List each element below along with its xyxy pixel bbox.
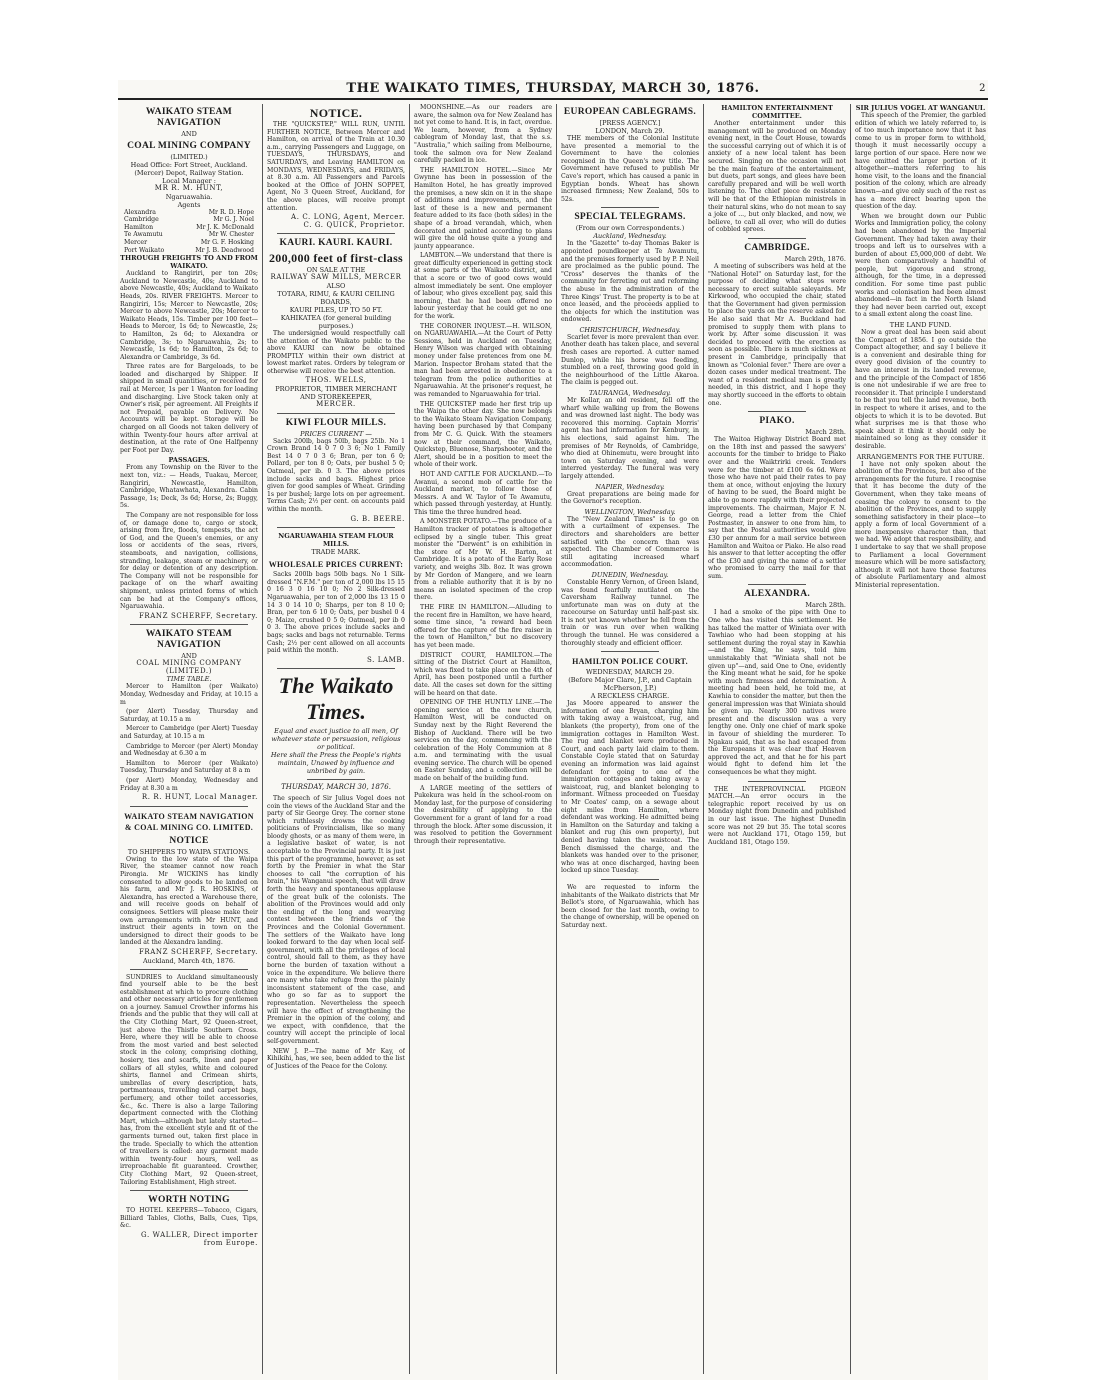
special-head: SPECIAL TELEGRAMS. — [574, 212, 686, 223]
column-5 — [708, 104, 846, 1374]
bottom-notice: NEW J. P.—The name of Mr Kay, of Kihikihi, has, we see, been added to the list of Justices of the Peace for the Colony. — [267, 1047, 405, 1070]
divider — [277, 413, 395, 414]
ad1-depot: (Mercer) Depot, Railway Station. — [134, 169, 244, 177]
kiwi-head: KIWI FLOUR MILLS. — [285, 417, 387, 428]
special-sub: (From our own Correspondents.) — [575, 224, 685, 233]
freight-head: THROUGH FREIGHTS TO AND FROM WAIKATO. — [120, 254, 258, 271]
ad2-title2: COAL MINING COMPANY (LIMITED.) — [136, 659, 242, 675]
page-number: 2 — [979, 83, 986, 94]
ad1-place: Ngaruawahia. — [165, 192, 213, 201]
ham-head: HAMILTON ENTERTAINMENT COMMITTEE. — [721, 104, 833, 120]
ad2-signature: R. R. HUNT, Local Manager. — [141, 793, 258, 802]
kauri-sign: THOS. WELLS, — [305, 376, 367, 385]
euro-head: EUROPEAN CABLEGRAMS. — [563, 107, 697, 117]
divider — [601, 879, 659, 880]
ad1-limited: (LIMITED.) — [170, 153, 208, 161]
divider — [130, 624, 248, 625]
ad1-signature: FRANZ SCHERFF, Secretary. — [138, 611, 258, 620]
dateline: WELLINGTON, Wednesday. — [584, 507, 676, 516]
alex-date: March 28th. — [805, 601, 846, 610]
police-bench: (Before Major Clare, J.P., and Captain McPherson, J.P.) — [568, 676, 692, 693]
news-paragraph: THE FIRE IN HAMILTON.—Alluding to the recent fire in Hamilton, we have heard, some time since, "a reward had been offered for the capture of the fire raiser in the town of Hamilton," but no discovery has yet been made. — [414, 604, 552, 649]
piako-date: March 28th. — [805, 428, 846, 437]
news-paragraph: LAMBTON.—We understand that there is great difficulty experienced in getting stock at some parts of the Waikato district, and that a score or two of good cows would almost immediately be sent. One employer of labour, who gives excellent pay, said this morning, that he had been offered no labour yesterday that he could get no one for the work. — [414, 252, 552, 321]
police-date: WEDNESDAY, MARCH 29. — [585, 668, 675, 677]
paper-date: THURSDAY, MARCH 30, 1876. — [281, 783, 391, 792]
ad3-title: WAIKATO STEAM NAVIGATION & COAL MINING CO. LIMITED. — [124, 811, 254, 832]
agent-list — [120, 209, 258, 255]
police-head: HAMILTON POLICE COURT. — [572, 657, 688, 667]
vogel-head: SIR JULIUS VOGEL AT WANGANUI. — [855, 104, 986, 112]
news-paragraph: A LARGE meeting of the settlers of Pukekura was held in the school-room on Monday last, for the purpose of considering the desirability of applying to the Government for a grant of land for a road through the block. After some discussion, it was resolved to petition the Government through their representative. — [414, 784, 552, 845]
dateline: NAPIER, Wednesday. — [595, 482, 665, 491]
alex-head: ALEXANDRA. — [743, 589, 811, 600]
ngar-head: NGARUAWAHIA STEAM FLOUR MILLS. — [278, 532, 394, 549]
kauri-items: TOTARA, RIMU, & KAURI CEILING BOARDS, — [277, 289, 395, 306]
divider — [277, 233, 395, 234]
land-head: THE LAND FUND. — [889, 321, 952, 330]
news-paragraph: THE QUICKSTEP made her first trip up the Waipa the other day. She now belongs to the Waikato Steam Navigation Company, having been purchased by that Company from Mr C. G. Quick. With the steamers now at their command, the Waikato, Quickstep, Bluenose, Sharpshooter, and the Alert, should be in a position to meet the whole of their work. — [414, 400, 552, 469]
telegram-text: Scarlet fever is more prevalent than ever. Another death has taken place, and several fresh cases are reported. A cutter named Dunlop, while his horse was feeding, stumbled on a reef, throwing good gold in the neighbourhood of the Little Akaroa. The claim is pegged out. — [561, 333, 699, 387]
ngar-trade: TRADE MARK. — [311, 548, 361, 557]
divider — [277, 668, 395, 669]
kauri-head: KAURI. KAURI. KAURI. — [279, 238, 393, 249]
time-entry: Hamilton to Mercer (per Waikato) Tuesday, Thursday and Saturday at 8 a m — [120, 759, 258, 775]
column-rule — [262, 104, 263, 1374]
ad1-mgr-label: Local Manager : — [162, 177, 216, 185]
ad2-and: AND — [181, 652, 197, 661]
ham-text: Another entertainment under this management will be produced on Monday evening next, in the Court House, towards the successful carrying out of which it is of anxiety of a new local talent has been secured. Singing on the occasion will not be the main feature of the entertainment, but duets, part songs, and glees have been carefully prepared and will be well worth listening to. The chief piece de resistance will be that of the Ethiopian ministrels in their natural skins, who do not mean to say a joke of ..., but only blacked, and now, we believe, to call all over, who will do duties of cobbled sprees. — [708, 120, 846, 234]
telegram-text: The "New Zealand Times" is to go on with a curtailment of expenses. The directors and shareholders are better satisfied with the concern than was expected. The Chamber of Commerce is still agitating increased wharf accommodation. — [561, 515, 699, 569]
news-paragraph: A MONSTER POTATO.—The produce of a Hamilton tracker of potatoes is altogether eclipsed by a single tuber. This great monster the "Derwent" is on exhibition in the store of Mr W. H. Barton, at Cambridge. It is a potato of the Early Rose variety, and weighs 3lb. 8oz. It was grown by Mr Gordon of Mangere, and we learn from a reliable authority that it is by no means an isolated specimen of the crop there. — [414, 518, 552, 602]
alex-text: I had a smoke of the pipe with One to One who has visited this settlement. He has talked the matter of Winiata over with Tawhiao who had been stopping at his settlement during the royal stay in Kawhia—and the King, he says, told him unmistakably that "Winiata shall not be given up"—and, said One to One, evidently the King meant what he said, for he spoke with much firmness and determination. A meeting had been held, he told me, at Kawhia to consider the matter, but then the general impression was that Winiata should be given up. Nearly 300 natives were present and the discussion was a very lengthy one. Only one chief of mark spoke in favour of shielding the murderer. To Ngakau said, that as he had escaped from the Europeans it was clear that Heaven approved the act, and that he for his part would fight to defend him let the consequences be what they might. — [708, 609, 846, 776]
kiwi-text: Sacks 200lb, bags 50lb, bags 25lb. No 1 Crown Brand 14 0 7 0 3 6; No 1 Family Best 14 0 7 0 3 6; Bran, per ton 6 0; Pollard, per ton 8 0; Oats, per bushel 5 0; Oatmeal, per ib. 0 3. The above prices include sacks and bags. Highest price given for good samples of Wheat. Grinding 1s per bushel; large lots on per agreement. Terms Cash; 2½ per cent. on accounts paid within the month. — [267, 437, 405, 513]
camb-text: A meeting of subscribers was held at the "National Hotel" on Saturday last, for the purpose of deciding what steps were necessary to erect suitable saleyards. Mr Kirkwood, who occupied the chair, stated that the Government had given permission to place the yards on the reserve asked for. He also said that Mr A. Buckland had promised to supply them with plans to work by. After some discussion it was decided to proceed with the erection as soon as possible. There is much sickness at present in Cambridge, principally that known as "Colonial fever." There are over a dozen cases under medical treatment. The want of a resident medical man is greatly needed, in this district, and I hope they may shortly succeed in the efforts to obtain one. — [708, 262, 846, 407]
passages-head: PASSAGES. — [168, 456, 210, 465]
editorial-text: The speech of Sir Julius Vogel does not coin the views of the Auckland Star and the party of Sir George Grey. The corner stone which ruthlessly drowns the cooking politicians of Provincialism, like so many bloody ghosts, or as many of them were, in a legislative basket of water, is not acceptable to the Provincial party. It is just this part of the programme, however, as set forth by the Premier in what the Star chooses to call "the corruption of his brain," his Wanganui speech, that will draw forth the heavy and spontaneous applause of the great bulk of the colonists. The abolition of the Provinces would add only the ending of the long and wearying contest between the friends of the Provinces and the Colonial Government. The settlers of the Waikato have long looked forward to the day when local self-government, with all the privileges of local control, should fall to them, as they have borne the burden of taxation without a voice in the expenditure. We believe there are many who take refuge from the plainly inconsistent statement of the case, and who go so far as to support the representation. Nevertheless the speech will have the effect of strengthening the Premier in the opinion of the colony, and we expect, with confidence, that the country will accept the principle of local self-government. — [267, 794, 405, 1045]
euro-text: THE members of the Colonial Institute have presented a memorial to the Government to have the colonies recognised in the Queen's new title. The Government have refused to publish Mr Cave's report, which has caused a panic in Egyptian bonds. Wheat has shown increased firmness; New Zealand, 50s to 52s. — [561, 135, 699, 203]
divider — [748, 584, 806, 585]
agent-row: Te Awamutu Mr W. Chester — [124, 231, 254, 239]
time-entry: Mercer to Cambridge (per Alert) Tuesday and Saturday, at 10.15 a m — [120, 725, 258, 741]
ad5-title: WORTH NOTING — [148, 1195, 230, 1206]
column-1 — [120, 104, 258, 1374]
news-paragraph: HOT AND CATTLE FOR AUCKLAND.—To Awanui, a second mob of cattle for the Auckland market, to follow those of Messrs. A and W. Taylor of Te Awamutu, which passed through yesterday, at Huntly. This time the three hundred head. — [414, 470, 552, 516]
dateline: DUNEDIN, Wednesday. — [591, 570, 669, 579]
motto: Equal and exact justice to all men, Of whatever state or persuasion, religious or political. — [271, 727, 401, 752]
request-text: We are requested to inform the inhabitants of the Waikato districts that Mr Bellot's store, of Ngaruawahia, which has been closed for the last month, owing to the change of ownership, will be opened on Saturday next. — [561, 883, 699, 929]
column-4 — [561, 104, 699, 1374]
arr-head: ARRANGEMENTS FOR THE FUTURE. — [856, 452, 985, 461]
kauri-piles: KAURI PILES, UP TO 50 FT. — [289, 305, 383, 314]
divider — [307, 779, 365, 780]
telegram-text: Mr Kollar, an old resident, fell off the wharf while walking up from the Bowens and was drowned last night. The body was recovered this morning. Captain Morris' agent has had information for Kenbury, in his elections, said against him. The premises of Mr Reynolds, of Cambridge, who died at Ohinemutu, were brought into town on Saturday evening, and were interred yesterday. The funeral was very largely attended. — [561, 397, 699, 480]
ad1-mgr: MR R. M. HUNT, — [154, 184, 224, 192]
ad4-text: SUNDRIES to Auckland simultaneously find yourself able to be the best establishment at which to procure clothing and other necessary articles for gentlemen on a journey. Samuel Crowther informs his friends and the public that they will call at the City Clothing Mart, 92 Queen-street, just above the Thistle Southern Cross. Here, where they will be able to choose from the most varied and best selected stock in the colony, comprising clothing, hosiery, ties and scarfs, linen and paper collars of all styles, white and coloured shirts, flannel and Crimean shirts, umbrellas of every description, hats, portmanteaus, travelling and carpet bags, perfumery, and other toilet accessories, &c., &c. There is also a large Tailoring department connected with the Clothing Mart, which—although but lately started—has, from the excellent style and fit of the garments turned out, taken first place in the trade. Specially to which the attention of travellers is called: any garment made within twenty-four hours, well as irreproachable fit guaranteed. Crowther, City Clothing Mart, 92 Queen-street, Tailoring Establishment, High street. — [120, 973, 258, 1186]
masthead — [118, 80, 988, 100]
ad1-title: WAIKATO STEAM NAVIGATION — [145, 107, 233, 128]
interp-text: THE INTERPROVINCIAL PIGEON MATCH.—An error occurs in the telegraphic report received by us on Monday night from Dunedin and published in our last issue. The highest Dunedin score was not 29 but 35. The total scores were not Auckland 171, Otago 159, but Auckland 181, Otago 159. — [708, 785, 846, 846]
passages-text: From any Township on the River to the next ton, viz.: — Heads, Tuakau, Mercer, Rangiriri, Newcastle, Hamilton, Cambridge, Whatawhata, Alexandra. Cabin Passage, 1s; Deck, 3s 6d; Horse, 2s; Buggy, 5s. — [120, 464, 258, 510]
camb-head: CAMBRIDGE. — [744, 242, 810, 253]
notice-text: THE "QUICKSTEP," WILL RUN, UNTIL FURTHER NOTICE, Between Mercer and Hamilton, on arrival of the Train at 10.30 a.m., carrying Passengers and Luggage, on TUESDAYS, THURSDAYS, and SATURDAYS, and Leaving HAMILTON on MONDAYS, WEDNESDAYS, and FRIDAYS, at 8.30 a.m. All Passengers and Parcels booked at the Office of JOHN SOPPET, Agent, No 3 Queen Street, Auckland, for the above places, will receive prompt attention. — [267, 121, 405, 212]
euro-agency: [PRESS AGENCY.] — [599, 119, 661, 127]
ad3-notice: NOTICE — [169, 835, 209, 846]
column-2 — [267, 104, 405, 1374]
column-6 — [855, 104, 986, 1374]
news-paragraph: DISTRICT COURT, HAMILTON.—The sitting of the District Court at Hamilton, which was fixed to take place on the 4th of April, has been postponed until a further date. All the cases set down for the sitting will be heard on that date. — [414, 651, 552, 697]
paper-title: The Waikato Times. — [278, 673, 394, 725]
dateline: TAURANGA, Wednesday. — [589, 389, 671, 398]
time-entry: Cambridge to Mercer (per Alert) Monday and Wednesday at 6.30 a m — [120, 742, 258, 758]
agent-row: Port Waikato Mr J. B. Deadwood — [124, 246, 254, 254]
telegram-text: In the "Gazette" to-day Thomas Baker is appointed poundkeeper at Te Awamutu, and the premises formerly used by P. P. Neil are proclaimed as the public pound. The "Cross" deserves the thanks of the community for ferreting out and reforming the abuse in the administration of the Three Kings' Trust. The property is to be at once leased, and the proceeds applied to the objects for which the institution was endowed. — [561, 240, 699, 324]
telegram-text: Great preparations are being made for the Governor's reception. — [561, 490, 699, 506]
divider — [601, 207, 659, 208]
column-rule — [409, 104, 410, 1374]
kauri-place: MERCER. — [316, 400, 356, 409]
ad1-and: AND — [181, 130, 197, 138]
dateline: CHRISTCHURCH, Wednesday. — [579, 325, 681, 334]
divider — [130, 1190, 248, 1191]
kauri-sign2: PROPRIETOR, TIMBER MERCHANT AND STOREKEEPER, — [275, 385, 397, 402]
motto2: Here shall the Press the People's rights maintain, Unawed by influence and unbribed by gain. — [270, 751, 402, 776]
ad5-text: TO HOTEL KEEPERS—Tobacco, Cigars, Billiard Tables, Cloths, Balls, Cues, Tips, &c. — [120, 1207, 258, 1230]
dateline: Auckland, Wednesday. — [593, 232, 667, 241]
kauri-kahikatea: KAHIKATEA (for general building purposes.) — [280, 313, 392, 330]
ngar-text: Sacks 200lb bags 50lb bags. No 1 Silk-dressed "N.F.M." per ton of 2,000 lbs 15 15 0 16 3 0 16 10 0; No 2 Silk-dressed Ngaruawahia, per ton of 2,000 lbs 13 15 0 14 3 0 14 10 0; Sharps, per ton 8 10 0; Bran, per ton 6 10 0; Oats, per bushel 0 4 0; Maize, crushed 0 5 0; Oatmeal, per ib 0 0 3. The above prices include sacks and bags; sacks and bags not returnable. Terms Cash; 2½ per cent allowed on all accounts paid within the month. — [267, 571, 405, 655]
ad2-title: WAIKATO STEAM NAVIGATION — [145, 629, 233, 651]
kauri-amount: 200,000 feet of first-class — [268, 251, 404, 266]
ad3-date: Auckland, March 4th, 1876. — [142, 956, 236, 965]
agents-label: Agents — [177, 200, 201, 209]
euro-place: LONDON, March 29. — [595, 127, 665, 135]
divider — [130, 969, 248, 970]
time-entry: Mercer to Hamilton (per Waikato) Monday, Wednesday and Friday, at 10.15 a m — [120, 683, 258, 706]
divider — [748, 238, 806, 239]
news-paragraph: THE HAMILTON HOTEL.—Since Mr Gwynne has been in possession of the Hamilton Hotel, he has greatly improved the premises, a new skin on it in the shape of additions and improvements, and the last of these is a new and permanent feature added to its face (both sides) in the shape of a broad verandah, which, when decorated and painted according to plans will give the old house quite a young and jaunty appearance. — [414, 166, 552, 250]
notice-head: NOTICE. — [309, 106, 363, 120]
notice-sign2: C. G. QUICK, Proprietor. — [303, 220, 405, 229]
kauri-on-sale: ON SALE AT THE — [306, 266, 366, 275]
arr-text: I have not only spoken about the abolition of the Provinces, but also of the arrangements for the future. I recognise that it has become the duty of the Government, when they take means of ceasing the colony to consent to the abolition of the Provinces, and to supply something satisfactory in their place—to apply a form of local Government of a more inexpensive character than, that we had. We adopt that responsibility, and I undertake to say that we shall propose to Parliament a local Government measure which will be more satisfactory, although it will not have those features of absolute Parliamentary and almost Ministerial representation. — [855, 460, 986, 590]
ad5-signature: G. WALLER, Direct importer from Europe. — [141, 1230, 258, 1247]
masthead-title: THE WAIKATO TIMES, THURSDAY, MARCH 30, 1876. — [346, 81, 760, 96]
police-case: A RECKLESS CHARGE. — [590, 692, 670, 701]
news-paragraph: MOONSHINE.—As our readers are aware, the salmon ova for New Zealand has not yet come to hand. It is, in fact, overdue. We learn, however, from a Sydney cablegram of Monday last, that the s.s. "Australia," which sailing from Melbourne, took the salmon ova for New Zealand carefully packed in ice. — [414, 104, 552, 165]
column-rule — [850, 104, 851, 1374]
freight-text: Auckland to Rangiriri, per ton 20s; Auckland to Newcastle, 40s; Auckland to above Newcastle, 40s; Auckland to Waikato Heads, 20s. RIVER FREIGHTS. Mercer to Rangiriri, 15s; Mercer to Newcastle, 20s; Mercer to above Newcastle, 20s; Mercer to Waikato Heads, 15s. Timber per 100 feet—Heads to Mercer, 1s 6d; to Newcastle, 2s; to Hamilton, 2s 6d; to Alexandra or Cambridge, 3s; to Ngaruawahia, 2s; to Newcastle, 1s 6d; to Hamilton, 2s 6d; to Alexandra or Cambridge, 3s 6d. — [120, 270, 258, 361]
divider — [601, 651, 659, 652]
freight-text2: Three rates are for Bargeloads, to be loaded and discharged by Shipper. If shipped in small quantities, or received for rail at Mercer, 1s per 1 Wanton for loading and discharging. Live Stock taken only at Owner's risk, per agreement. All Freights if not Prepaid, payable on Delivery. No Accounts will be kept. Storage will be charged on all Goods not taken delivery of within Twenty-four hours after arrival at destination, at the rate of One Halfpenny per Foot per Day. — [120, 363, 258, 454]
camb-date: March 29th, 1876. — [784, 254, 846, 263]
ad3-signature: FRANZ SCHERFF, Secretary. — [138, 947, 258, 956]
ad3-text: Owing to the low state of the Waipa River, the steamer cannot now reach Pirongia. Mr WICKINS has kindly consented to allow goods to be landed on his farm, and Mr J. R. HOSKINS, of Alexandra, has erected a Warehouse there, and will receive goods on behalf of consignees. Settlers will please make their own arrangements with Mr HUNT, and instruct their agents in town on the undersigned to direct their goods to be landed at the Alexandra landing. — [120, 855, 258, 947]
agent-row: Alexandra Mr R. D. Hope — [124, 208, 254, 216]
ngar-sign: S. LAMB. — [366, 655, 405, 664]
police-text: Jas Moore appeared to answer the information of one Bryan, charging him with taking away a waistcoat, rug, and blankets (the property), from one of the immigration cottages in Hamilton West. The rug and blanket were produced in Court, and each party laid claim to them. Constable Coyle stated that on Saturday evening an information was laid against defendant for going to one of the immigration cottages and taking away a waistcoat, rug, and blanket belonging to informant. Witness proceeded on Tuesday to Mr Coates' camp, on a sewage about eight miles from Hamilton, where defendant was working. He admitted being in Hamilton on the Saturday and taking a blanket and rug (his own property), but denied having taken the waistcoat. The Bench dismissed the charge, and the blankets was handed over to the prisoner, who was at once discharged, having been locked up since Tuesday. — [561, 700, 699, 875]
newspaper-page — [118, 80, 988, 1380]
piako-head: PIAKO. — [759, 416, 795, 427]
ad3-sub: TO SHIPPERS TO WAIPA STATIONS. — [127, 847, 251, 856]
kauri-also: ALSO — [326, 281, 346, 290]
divider — [748, 411, 806, 412]
vogel-text: When we brought down our Public Works and Immigration policy, the colony had been abandoned by the Imperial Government. They had taken away their troops and left us to ourselves with a burden of about £5,000,000 of debt. We were then comparatively a handful of people, but vigorous and strong, although, for the time, in a depressed condition. For some time past public works and colonisation had been almost abandoned—in fact in the North Island they had never been carried out, except to a small extent along the coast line. — [855, 212, 986, 319]
agent-row: Hamilton Mr J. K. McDonald — [124, 223, 254, 231]
column-rule — [703, 104, 704, 1374]
time-table-head: TIME TABLE. — [166, 675, 212, 684]
agent-row: Cambridge Mr G. J. Noel — [124, 216, 254, 224]
column-rule — [556, 104, 557, 1374]
news-paragraph: THE CORONER INQUEST.—H. WILSON, on NGARUAWAHIA.—At the Court of Petty Sessions, held in Auckland on Tuesday, Henry Wilson was charged with obtaining money under false pretences from one M. Marion. Inspector Broham stated that the man had been arrested in obedience to a telegram from the police authorities at Ngaruawahia. At the prisoner's request, he was remanded to Ngaruawahia for trial. — [414, 322, 552, 398]
kauri-mills: RAILWAY SAW MILLS, MERCER — [270, 273, 402, 282]
news-paragraph: OPENING OF THE HUNTLY LINE.—The opening service at the new church, Hamilton West, will be conducted on Sunday next by the Right Reverend the Bishop of Auckland. There will be two services on the day, commencing with the celebration of the Holy Communion at 8 a.m. and terminating with the usual evening service. The church will be opened on Easter Sunday, and a collection will be made on behalf of the building fund. — [414, 699, 552, 783]
ad1-title2: COAL MINING COMPANY — [127, 141, 251, 151]
kauri-text: The undersigned would respectfully call the attention of the Waikato public to the above KAURI can now be obtained PROMPTLY within their own district at lowest market rates. Orders by telegram or otherwise will receive the best attention. — [267, 329, 405, 375]
divider — [748, 781, 806, 782]
divider — [277, 527, 395, 528]
notice-sign1: A. C. LONG, Agent, Mercer. — [291, 213, 405, 222]
divider — [130, 806, 248, 807]
ad1-office: Head Office: Fort Street, Auckland. — [130, 161, 248, 169]
time-entry: (per Alert) Tuesday, Thursday and Saturday, at 10.15 a m — [120, 708, 258, 723]
telegram-text: Constable Henry Vernon, of Green Island, was found fearfully mutilated on the Caversham Railway tunnel. The unfortunate man was on duty at the racecourse on Saturday until half-past six. It is not yet known whether he fell from the train or was run over when walking through the tunnel. He was considered a thoroughly steady and efficient officer. — [561, 578, 699, 647]
ngar-prices: WHOLESALE PRICES CURRENT: — [268, 560, 404, 570]
vogel-text: This speech of the Premier, the garbled edition of which we lately referred to, is of too much importance now that it has come to us in proper form to withhold, though it must necessarily occupy a large portion of our space. Here now we have omitted the larger portion of it altogether—matters referring to his home visit, to the loans and the financial position of the colony, which are already known—and give only such of the rest as has a more direct bearing upon the question of the day. — [855, 112, 986, 211]
kiwi-prices: PRICES CURRENT — — [300, 429, 372, 438]
piako-text: The Waitoa Highway District Board met on the 18th inst and passed the sawyers' accounts for the timber to bridge to Piako over and the Waiktrirki creek. Tenders were for the timber at £100 6s 6d. Were those who have not paid their rates to pay them at once, without enjoying the luxury of having to be sued, the Board might be able to go more rapidly with their projected improvements. The chairman, Major F. N. George, read a letter from the Chief Postmaster, in answer to one from him, to say that the Postal authorities would give £30 per annum for a mail service between Hamilton and Waitoa or Piako. He also read his answer to that letter accepting the offer of the £30 and giving the name of a settler who promised to carry the mail for that sum. — [708, 436, 846, 580]
kiwi-sign: G. B. BEERE. — [350, 514, 405, 523]
passages-text2: The Company are not responsible for loss of, or damage done to, cargo or stock, arising from fire, floods, tempests, the act of God, and the Queen's enemies, or any loss or accidents of the seas, rivers, steamboats, and navigation, collisions, stranding, leakage, steam or machinery, or for delay or detention of any description. The Company will not be responsible for package of on the wharf awaiting shipment, unless printed forms of which can be had at the Company's offices, Ngaruawahia. — [120, 511, 258, 611]
column-3 — [414, 104, 552, 1374]
agent-row: Mercer Mr G. F. Hosking — [124, 238, 254, 246]
land-text: Now a great deal has been said about the Compact of 1856. I go outside the Compact altogether, and say I believe it is a convenient and desirable thing for every good division of the country to have an interest in its landed revenue, and the principle of the Compact of 1856 is one not undesirable if we are free to reconsider it. That principle I understand to be that you tell the land revenue, both in respect to where it arises, and to the objects to which it is to be devoted. But what surprises me is that those who speak about it think it should only be maintained so long as they consider it desirable. — [855, 329, 986, 450]
time-entry: (per Alert) Monday, Wednesday and Friday at 8.30 a m — [120, 777, 258, 792]
